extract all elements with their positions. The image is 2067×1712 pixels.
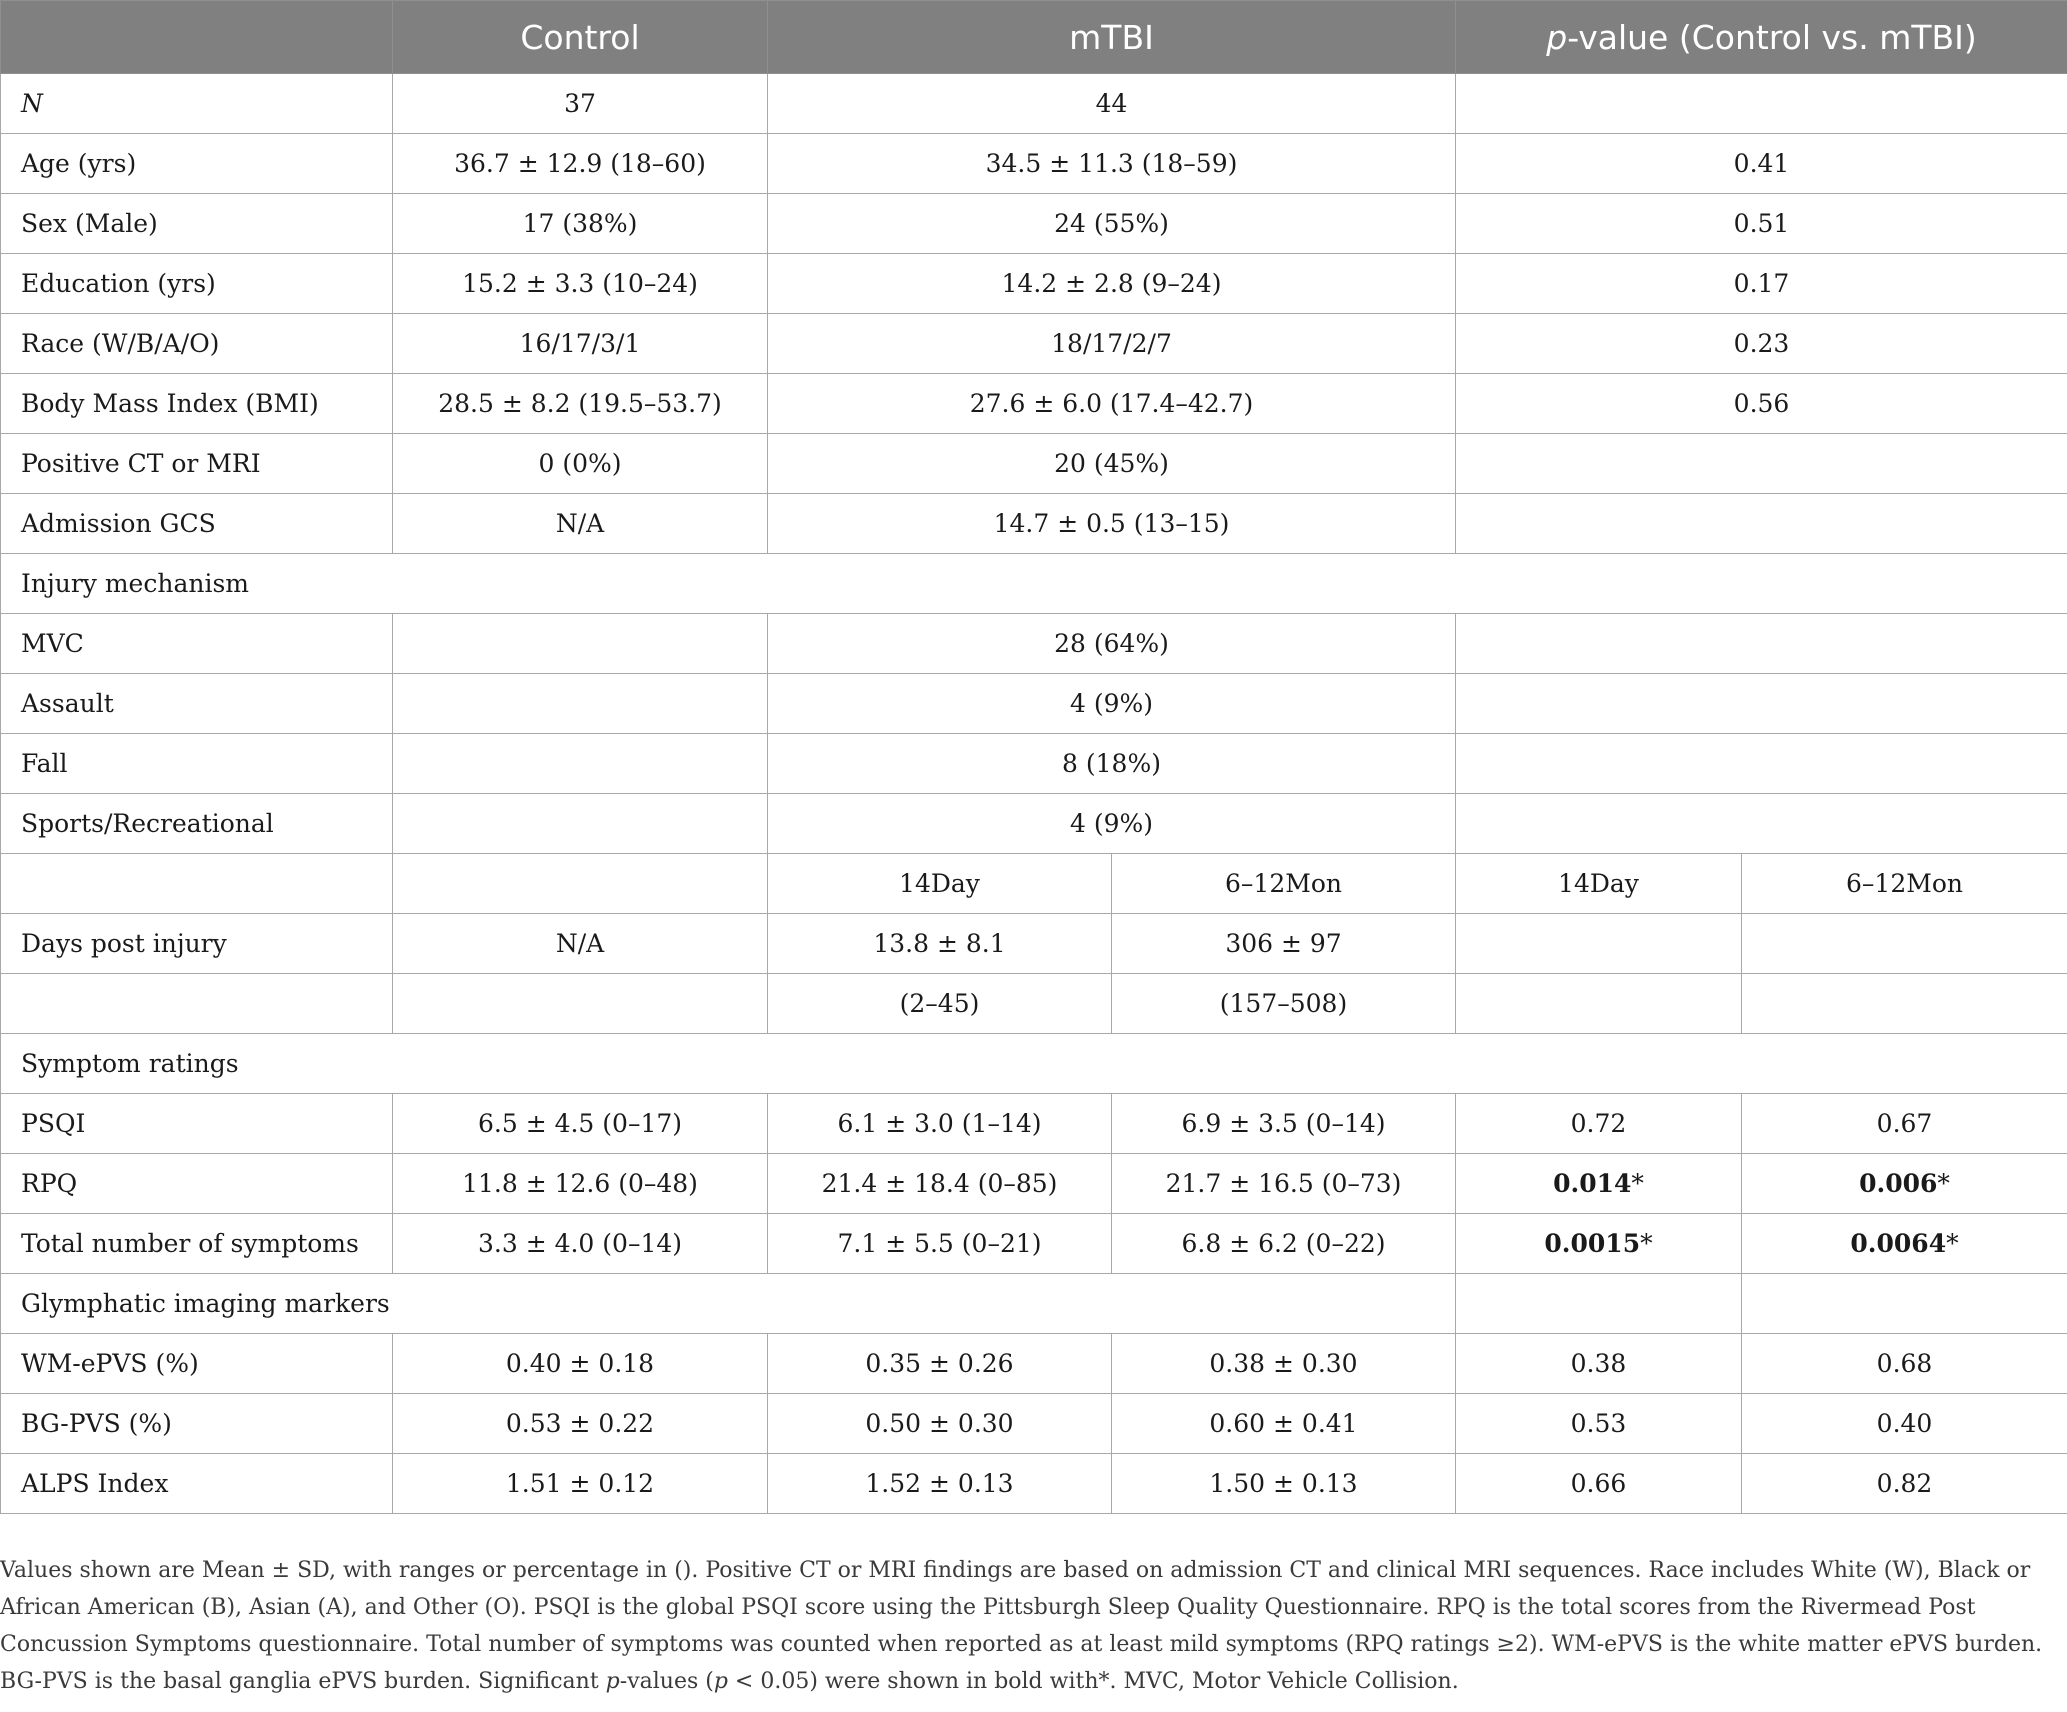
table-row	[1, 1094, 2067, 1154]
row-label: Sports/Recreational	[1, 794, 393, 854]
cell-p-14day: 0.72	[1456, 1094, 1742, 1154]
cell-mtbi-14day-range: (2–45)	[768, 974, 1112, 1034]
row-label: Fall	[1, 734, 393, 794]
significance-marker: *	[1946, 1229, 1959, 1258]
cell-mtbi: 18/17/2/7	[768, 314, 1456, 374]
cell-pvalue	[1456, 434, 2067, 494]
row-label: Total number of symptoms	[1, 1214, 393, 1274]
cell-p-14day	[1456, 1154, 1742, 1214]
table-row	[1, 1154, 2067, 1214]
cell-p-6-12mon: 0.40	[1742, 1394, 2067, 1454]
cell-control	[393, 734, 768, 794]
header-blank	[1, 1, 393, 74]
cell-mtbi-6-12mon: 0.38 ± 0.30	[1112, 1334, 1456, 1394]
table-row	[1, 434, 2067, 494]
cell-mtbi: 24 (55%)	[768, 194, 1456, 254]
table-row	[1, 194, 2067, 254]
cell-blank	[1456, 974, 1742, 1034]
cell-mtbi: 44	[768, 74, 1456, 134]
cell-control: 11.8 ± 12.6 (0–48)	[393, 1154, 768, 1214]
cell-control	[393, 674, 768, 734]
cell-control: 16/17/3/1	[393, 314, 768, 374]
cell-mtbi-6-12mon-range: (157–508)	[1112, 974, 1456, 1034]
cell-mtbi: 4 (9%)	[768, 674, 1456, 734]
subheader-mtbi-6-12mon: 6–12Mon	[1112, 854, 1456, 914]
cell-pvalue: 0.17	[1456, 254, 2067, 314]
cell-mtbi-14day: 21.4 ± 18.4 (0–85)	[768, 1154, 1112, 1214]
row-label: WM-ePVS (%)	[1, 1334, 393, 1394]
cell-control: 0.53 ± 0.22	[393, 1394, 768, 1454]
section-injury-mechanism: Injury mechanism	[1, 554, 2067, 614]
cell-blank	[393, 854, 768, 914]
cell-mtbi-6-12mon: 306 ± 97	[1112, 914, 1456, 974]
table-row	[1, 1454, 2067, 1514]
cell-mtbi: 8 (18%)	[768, 734, 1456, 794]
section-row	[1, 1274, 2067, 1334]
section-symptom-ratings: Symptom ratings	[1, 1034, 2067, 1094]
header-mtbi: mTBI	[768, 1, 1456, 74]
cell-control: 36.7 ± 12.9 (18–60)	[393, 134, 768, 194]
table-row	[1, 1394, 2067, 1454]
cell-p-6-12mon: 0.82	[1742, 1454, 2067, 1514]
cell-control: 37	[393, 74, 768, 134]
significance-marker: *	[1631, 1169, 1644, 1198]
row-label: Age (yrs)	[1, 134, 393, 194]
cell-control: 3.3 ± 4.0 (0–14)	[393, 1214, 768, 1274]
table-row	[1, 614, 2067, 674]
table-row	[1, 974, 2067, 1034]
cell-mtbi-14day: 6.1 ± 3.0 (1–14)	[768, 1094, 1112, 1154]
cell-pvalue	[1456, 734, 2067, 794]
cell-p-6-12mon: 0.68	[1742, 1334, 2067, 1394]
cell-p-6-12mon	[1742, 1154, 2067, 1214]
cell-mtbi-14day: 0.35 ± 0.26	[768, 1334, 1112, 1394]
table-row	[1, 674, 2067, 734]
table-footnote: Values shown are Mean ± SD, with ranges or percentage in (). Positive CT or MRI findings are based on admission CT and clinical MRI sequences. Race includes White (W), Black or African American (B), Asian (A), and Other (O). PSQI is the global PSQI score using the Pittsburgh Sleep Quality Questionnaire. RPQ is the total scores from the Rivermead Post Concussion Symptoms questionnaire. Total number of symptoms was counted when reported as at least mild symptoms (RPQ ratings ≥2). WM-ePVS is the white matter ePVS burden. BG-PVS is the basal ganglia ePVS burden. Significant p-values (p < 0.05) were shown in bold with*. MVC, Motor Vehicle Collision.	[0, 1558, 2043, 1694]
cell-control: 6.5 ± 4.5 (0–17)	[393, 1094, 768, 1154]
table-row	[1, 374, 2067, 434]
cell-p-14day: 0.66	[1456, 1454, 1742, 1514]
cell-pvalue	[1456, 674, 2067, 734]
significance-marker: *	[1640, 1229, 1653, 1258]
cell-mtbi-6-12mon: 6.9 ± 3.5 (0–14)	[1112, 1094, 1456, 1154]
section-row	[1, 554, 2067, 614]
row-label: Admission GCS	[1, 494, 393, 554]
cell-blank	[1, 854, 393, 914]
section-glymphatic-markers: Glymphatic imaging markers	[1, 1274, 1456, 1334]
header-row	[1, 1, 2067, 74]
cell-mtbi: 14.2 ± 2.8 (9–24)	[768, 254, 1456, 314]
cell-mtbi-14day: 0.50 ± 0.30	[768, 1394, 1112, 1454]
header-pvalue: p-value (Control vs. mTBI)	[1456, 1, 2067, 74]
cell-mtbi: 27.6 ± 6.0 (17.4–42.7)	[768, 374, 1456, 434]
cell-control: 0 (0%)	[393, 434, 768, 494]
row-label: Sex (Male)	[1, 194, 393, 254]
cell-mtbi: 14.7 ± 0.5 (13–15)	[768, 494, 1456, 554]
header-control: Control	[393, 1, 768, 74]
row-label: RPQ	[1, 1154, 393, 1214]
cell-pvalue	[1456, 614, 2067, 674]
row-label: Days post injury	[1, 914, 393, 974]
table-row	[1, 734, 2067, 794]
significant-p-value: 0.014	[1553, 1169, 1632, 1198]
cell-mtbi-14day: 1.52 ± 0.13	[768, 1454, 1112, 1514]
cell-pvalue: 0.51	[1456, 194, 2067, 254]
cell-mtbi: 20 (45%)	[768, 434, 1456, 494]
cell-p-6-12mon	[1742, 914, 2067, 974]
subheader-p-6-12mon: 6–12Mon	[1742, 854, 2067, 914]
cell-blank	[1742, 1274, 2067, 1334]
cell-blank	[1456, 1274, 1742, 1334]
table-row	[1, 1334, 2067, 1394]
cell-pvalue: 0.41	[1456, 134, 2067, 194]
cell-mtbi-6-12mon: 6.8 ± 6.2 (0–22)	[1112, 1214, 1456, 1274]
subheader-mtbi-14day: 14Day	[768, 854, 1112, 914]
cell-mtbi-6-12mon: 1.50 ± 0.13	[1112, 1454, 1456, 1514]
row-label: Assault	[1, 674, 393, 734]
table-row	[1, 74, 2067, 134]
table-row	[1, 134, 2067, 194]
table-row	[1, 314, 2067, 374]
row-label: ALPS Index	[1, 1454, 393, 1514]
cell-mtbi: 4 (9%)	[768, 794, 1456, 854]
section-row	[1, 1034, 2067, 1094]
subheader-p-14day: 14Day	[1456, 854, 1742, 914]
subheader-row	[1, 854, 2067, 914]
row-label: Positive CT or MRI	[1, 434, 393, 494]
row-label: BG-PVS (%)	[1, 1394, 393, 1454]
cell-p-14day: 0.38	[1456, 1334, 1742, 1394]
cell-p-14day: 0.53	[1456, 1394, 1742, 1454]
table-row	[1, 914, 2067, 974]
cell-control: N/A	[393, 914, 768, 974]
cell-mtbi-6-12mon: 0.60 ± 0.41	[1112, 1394, 1456, 1454]
cell-mtbi: 34.5 ± 11.3 (18–59)	[768, 134, 1456, 194]
cell-control: 1.51 ± 0.12	[393, 1454, 768, 1514]
cell-blank	[393, 974, 768, 1034]
cell-mtbi-14day: 13.8 ± 8.1	[768, 914, 1112, 974]
table-row	[1, 254, 2067, 314]
significant-p-value: 0.0015	[1544, 1229, 1641, 1258]
cell-control: 28.5 ± 8.2 (19.5–53.7)	[393, 374, 768, 434]
cell-blank	[1, 974, 393, 1034]
cell-pvalue	[1456, 74, 2067, 134]
table-row	[1, 1214, 2067, 1274]
cell-p-14day	[1456, 1214, 1742, 1274]
cell-pvalue: 0.23	[1456, 314, 2067, 374]
cell-blank	[1742, 974, 2067, 1034]
cell-pvalue	[1456, 494, 2067, 554]
cell-p-14day	[1456, 914, 1742, 974]
cell-control: 17 (38%)	[393, 194, 768, 254]
row-label: N	[1, 74, 393, 134]
cell-control	[393, 794, 768, 854]
row-label: PSQI	[1, 1094, 393, 1154]
row-label: Education (yrs)	[1, 254, 393, 314]
significance-marker: *	[1937, 1169, 1950, 1198]
table-row	[1, 494, 2067, 554]
row-label: MVC	[1, 614, 393, 674]
significant-p-value: 0.006	[1859, 1169, 1938, 1198]
row-label: Body Mass Index (BMI)	[1, 374, 393, 434]
cell-p-6-12mon	[1742, 1214, 2067, 1274]
cell-pvalue: 0.56	[1456, 374, 2067, 434]
cell-control: 15.2 ± 3.3 (10–24)	[393, 254, 768, 314]
cell-mtbi-6-12mon: 21.7 ± 16.5 (0–73)	[1112, 1154, 1456, 1214]
cell-pvalue	[1456, 794, 2067, 854]
cell-mtbi: 28 (64%)	[768, 614, 1456, 674]
cell-control	[393, 614, 768, 674]
cell-mtbi-14day: 7.1 ± 5.5 (0–21)	[768, 1214, 1112, 1274]
cell-control: 0.40 ± 0.18	[393, 1334, 768, 1394]
table-row	[1, 794, 2067, 854]
cell-control: N/A	[393, 494, 768, 554]
significant-p-value: 0.0064	[1850, 1229, 1947, 1258]
cell-p-6-12mon: 0.67	[1742, 1094, 2067, 1154]
row-label: Race (W/B/A/O)	[1, 314, 393, 374]
